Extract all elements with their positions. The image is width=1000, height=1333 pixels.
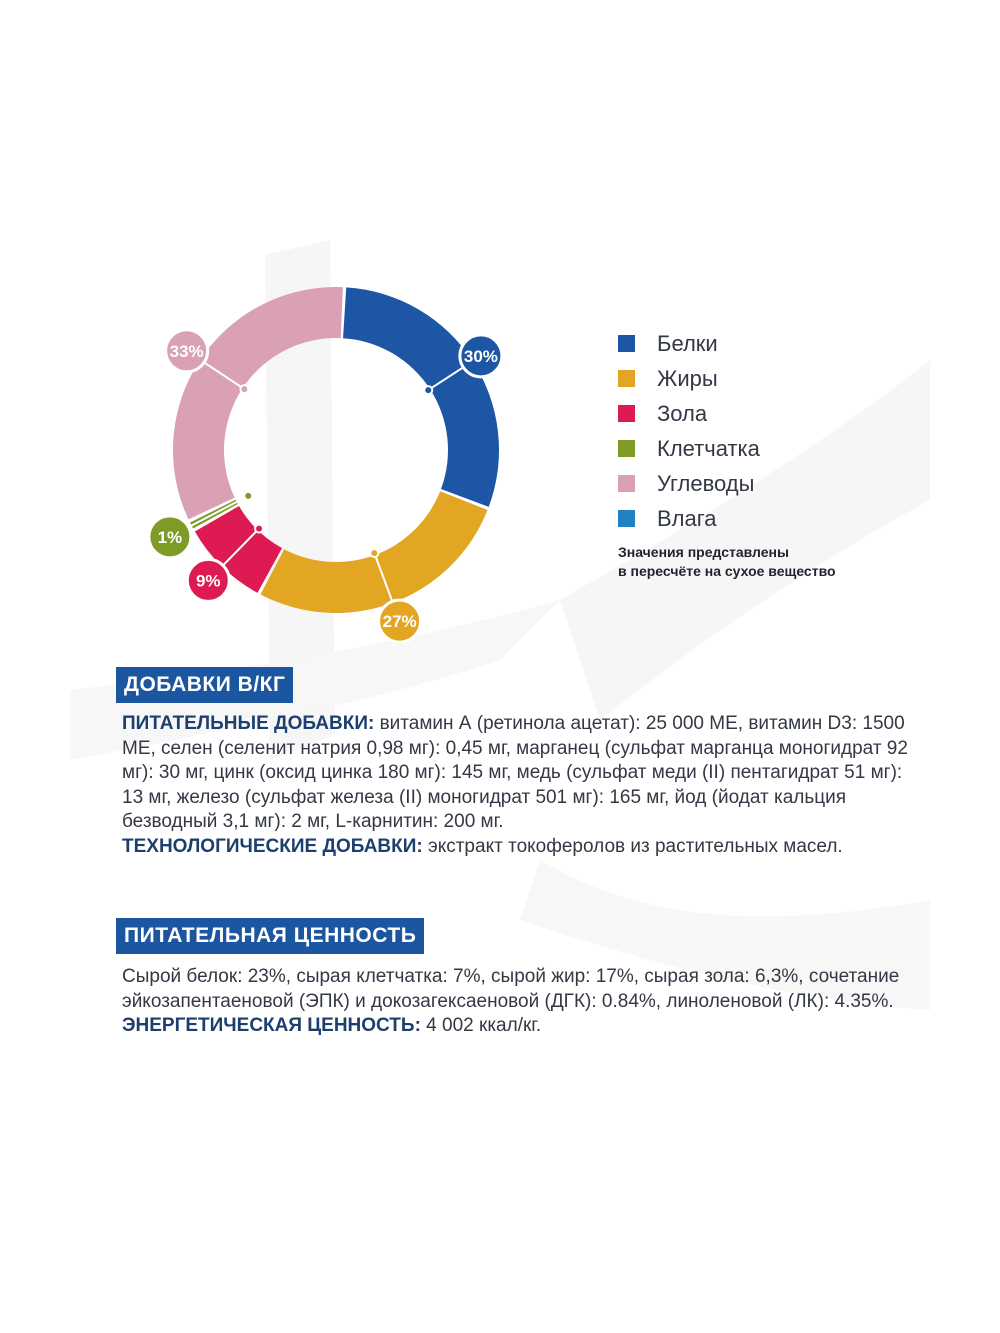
callout-dot-protein: [424, 386, 432, 394]
data-label-fiber: 1%: [157, 527, 183, 547]
legend-swatch-protein: [618, 335, 635, 352]
energy-text: 4 002 ккал/кг.: [420, 1015, 542, 1037]
legend-label-moisture: Влага: [657, 505, 717, 531]
callout-dot-fat: [370, 549, 378, 557]
data-label-ash: 9%: [195, 571, 221, 591]
nutrition-text: Сырой белок: 23%, сырая клетчатка: 7%, сырой жир: 17%, сырая зола: 6,3%, сочетание эйкозапентаеновой (ЭПК) и докозагексаеновой (ДГК): 0.84%, линоленовой (ЛК): 4.35%.: [122, 966, 900, 1012]
chart-legend: [618, 326, 760, 536]
nutrition-text-block: [122, 965, 922, 1039]
legend-note-line-2: в пересчёте на сухое вещество: [618, 563, 836, 579]
legend-item-fat: [618, 361, 760, 396]
nutrition-header: ПИТАТЕЛЬНАЯ ЦЕННОСТЬ: [116, 918, 424, 954]
nutritional-additives-text: витамин А (ретинола ацетат): 25 000 МЕ, витамин D3: 1500 МЕ, селен (селенит натрия 0,98 мг): 0,45 мг, марганец (сульфат марганца моногидрат 92 мг): 30 мг, цинк (оксид цинка 180 мг): 145 мг, медь (сульфат меди (II) пентагидрат 51 мг): 13 мг, железо (сульфат железа (II) моногидрат 501 мг): 165 мг, йод (йодат кальция безводный 3,1 мг): 2 мг, L-карнитин: 200 мг.: [122, 713, 908, 833]
slice-carbs: [173, 287, 343, 519]
legend-note-line-1: Значения представлены: [618, 544, 789, 560]
callout-dot-fiber: [244, 492, 252, 500]
technological-additives-text: экстракт токоферолов из растительных масел.: [422, 835, 843, 857]
legend-swatch-ash: [618, 405, 635, 422]
legend-label-carbs: Углеводы: [657, 470, 755, 496]
additives-text: [122, 712, 922, 860]
legend-note: [618, 543, 918, 581]
legend-swatch-carbs: [618, 475, 635, 492]
legend-item-moisture: [618, 501, 760, 536]
legend-label-fat: Жиры: [657, 365, 718, 391]
data-label-protein: 30%: [463, 346, 498, 366]
legend-item-ash: [618, 396, 760, 431]
additives-header: ДОБАВКИ В/КГ: [116, 667, 293, 703]
data-label-carbs: 33%: [169, 341, 204, 361]
legend-swatch-fat: [618, 370, 635, 387]
nutritional-additives-label: ПИТАТЕЛЬНЫЕ ДОБАВКИ:: [122, 713, 375, 734]
legend-label-fiber: Клетчатка: [657, 435, 760, 461]
legend-item-fiber: [618, 431, 760, 466]
callout-dot-carbs: [240, 385, 248, 393]
legend-label-ash: Зола: [657, 400, 708, 426]
slice-protein: [343, 287, 499, 506]
data-label-fat: 27%: [382, 612, 417, 632]
legend-swatch-fiber: [618, 440, 635, 457]
legend-item-carbs: [618, 466, 760, 501]
energy-label: ЭНЕРГЕТИЧЕСКАЯ ЦЕННОСТЬ:: [122, 1015, 421, 1037]
callout-dot-ash: [255, 525, 263, 533]
legend-label-protein: Белки: [657, 330, 718, 356]
legend-swatch-moisture: [618, 510, 635, 527]
technological-additives-label: ТЕХНОЛОГИЧЕСКИЕ ДОБАВКИ:: [122, 835, 423, 857]
legend-item-protein: [618, 326, 760, 361]
